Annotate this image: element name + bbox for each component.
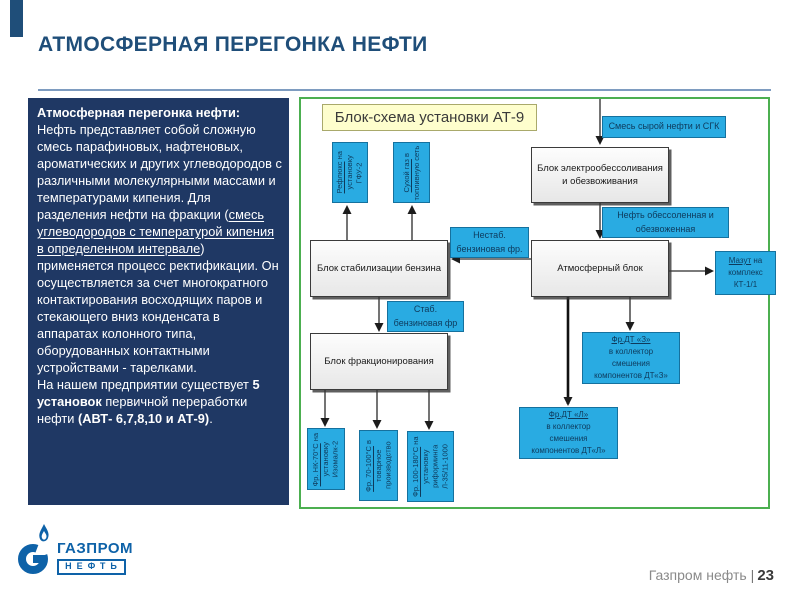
stream-label-underlined: Фр.ДТ «Л» xyxy=(548,410,589,419)
stream-dry-gas xyxy=(393,142,430,203)
stream-label: бензиновая фр xyxy=(393,317,458,328)
stream-label: в топливную сеть xyxy=(401,145,421,200)
stream-stable-gasoline xyxy=(387,301,464,332)
stream-label: компонентов ДТ«Л» xyxy=(531,446,606,455)
block-label: и обезвоживания xyxy=(562,176,638,187)
flowchart-panel xyxy=(299,97,770,509)
info-paragraph-2 xyxy=(37,376,282,427)
stream-label: бензиновая фр. xyxy=(456,243,523,254)
stream-diesel-winter xyxy=(582,332,680,384)
stream-label xyxy=(729,255,762,267)
slide-title: АТМОСФЕРНАЯ ПЕРЕГОНКА НЕФТИ xyxy=(38,33,428,56)
stream-label: на установку риформинга Л-35/11-1000 xyxy=(411,436,450,489)
block-atmospheric xyxy=(531,240,669,297)
info-text: Нефть представляет собой сложную смесь парафиновых, нафтеновых, ароматических и других углеводородов с различными молекулярными массами и температурами кипения. Для разделения нефти на фракции ( xyxy=(37,122,282,222)
stream-label-vertical xyxy=(311,431,340,487)
stream-label xyxy=(611,334,650,346)
logo-gazprom-text: ГАЗПРОМ xyxy=(57,540,134,557)
footer-brand: Газпром нефть xyxy=(648,567,747,583)
footer-separator: | xyxy=(750,567,755,583)
slide-footer xyxy=(649,567,774,584)
stream-label: в коллектор xyxy=(608,347,654,356)
stream-label: на установку Изомалк-2 xyxy=(311,432,340,478)
block-label: Блок электрообессоливания xyxy=(537,162,663,174)
info-heading: Атмосферная перегонка нефти: xyxy=(37,105,241,120)
block-label: Атмосферный блок xyxy=(557,262,643,274)
stream-label-underlined: Сухой газ xyxy=(401,158,411,193)
info-text: На нашем предприятии существует xyxy=(37,377,253,392)
stream-label-vertical xyxy=(402,145,422,200)
stream-label: комплекс xyxy=(728,268,763,277)
stream-label-underlined: Рефлюкс xyxy=(335,161,345,194)
info-paragraph-1 xyxy=(37,121,282,376)
block-fractionation xyxy=(310,333,448,390)
info-text: первичной переработки нефти xyxy=(37,394,248,426)
block-label: Блок фракционирования xyxy=(324,355,434,367)
stream-label: смешения xyxy=(611,359,651,368)
info-text: . xyxy=(209,411,213,426)
stream-unstable-gasoline xyxy=(450,227,529,258)
stream-label: смешения xyxy=(549,434,588,443)
stream-mazut xyxy=(715,251,776,295)
stream-label-underlined: Фр. НК-70°С xyxy=(311,442,321,486)
title-divider xyxy=(38,89,771,91)
gazprom-flame-icon xyxy=(18,523,54,577)
stream-label-vertical xyxy=(411,434,450,499)
stream-label-underlined: Фр. 70-100°С xyxy=(363,445,373,492)
stream-label: на xyxy=(751,256,763,265)
stream-fraction-100-180 xyxy=(407,431,454,502)
stream-desalted-oil xyxy=(602,207,729,238)
stream-label: на установку ГФУ-2 xyxy=(335,151,364,190)
corner-accent-bar xyxy=(10,0,23,37)
stream-diesel-summer xyxy=(519,407,618,459)
gazprom-neft-logo xyxy=(18,523,133,577)
stream-label: в коллектор xyxy=(546,422,591,431)
info-panel xyxy=(28,98,289,505)
info-bold-units-count: 5 установок xyxy=(37,377,260,409)
flowchart-title: Блок-схема установки АТ-9 xyxy=(322,104,537,131)
stream-label-vertical xyxy=(335,145,364,200)
stream-label-underlined: Мазут xyxy=(728,256,752,265)
stream-label-underlined: Фр.ДТ «З» xyxy=(611,335,651,344)
stream-fraction-nk70 xyxy=(307,428,345,490)
stream-fraction-70-100 xyxy=(359,430,398,501)
stream-label: Нефть обессоленная и xyxy=(617,210,714,220)
stream-label: Смесь сырой нефти и СГК xyxy=(608,121,720,132)
stream-label: обезвоженная xyxy=(635,223,696,234)
logo-neft-text: НЕФТЬ xyxy=(57,559,126,575)
page-number: 23 xyxy=(757,567,774,584)
stream-label: в товарное производство xyxy=(363,439,393,490)
stream-label: компонентов ДТ«З» xyxy=(594,371,668,380)
block-stabilization xyxy=(310,240,448,297)
stream-label-vertical xyxy=(364,433,393,498)
stream-label-underlined: Фр. 100-180°С xyxy=(411,446,420,497)
stream-label: КТ-1/1 xyxy=(733,280,758,289)
stream-label xyxy=(549,409,588,421)
stream-reflux-gfu2 xyxy=(332,142,368,203)
stream-label: Нестаб. xyxy=(473,230,506,240)
info-bold-unit-names: (АВТ- 6,7,8,10 и АТ-9) xyxy=(78,411,210,426)
logo-wordmark xyxy=(57,541,133,575)
info-text: ) применяется процесс ректификации. Он осуществляется за счет многократного контактирования восходящих паров и стекающего вниз конденсата в аппаратах колонного типа, оборудованных контактными устройствами - тарелками. xyxy=(37,241,279,375)
stream-feed xyxy=(602,116,726,138)
block-label: Блок стабилизации бензина xyxy=(316,262,442,274)
block-electro-desalting xyxy=(531,147,669,203)
stream-label: Стаб. xyxy=(413,304,438,314)
info-underlined-term: смесь углеводородов с температурой кипения в определенном интервале xyxy=(37,207,275,256)
